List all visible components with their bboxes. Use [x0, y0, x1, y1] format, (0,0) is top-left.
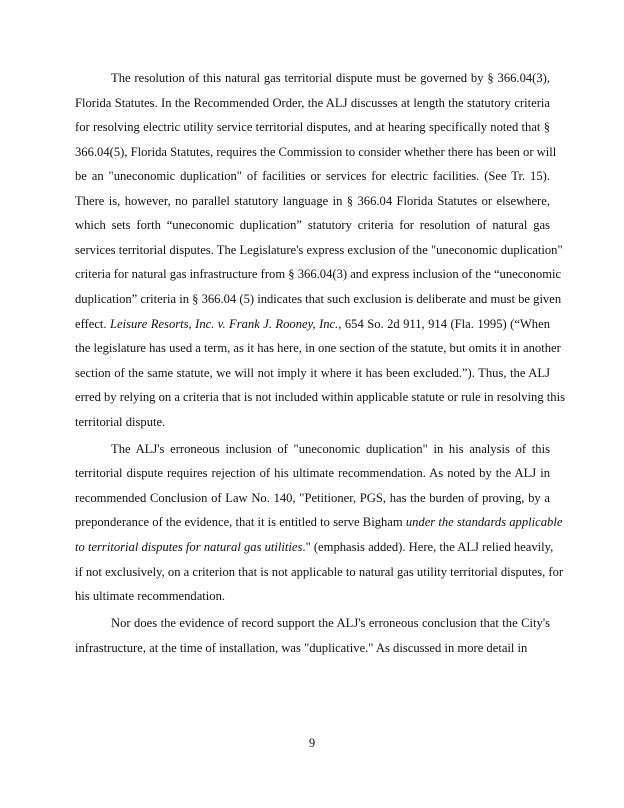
text-span: ." (emphasis added). Here, the ALJ relied heavily,: [302, 539, 554, 554]
text-span: , 654 So. 2d 911, 914 (Fla. 1995) (“When: [338, 316, 550, 331]
text-line: [75, 242, 563, 258]
text-line: [75, 490, 550, 506]
text-span: if not exclusively, on a criterion that is not applicable to natural gas utility territorial disputes, for: [75, 564, 564, 579]
text-span: Florida Statutes. In the Recommended Order, the ALJ discusses at length the statutory criteria: [75, 95, 550, 110]
text-line: [75, 640, 550, 656]
text-span: infrastructure, at the time of installation, was "duplicative." As discussed in more detail in: [75, 640, 528, 655]
text-line: [75, 340, 561, 356]
text-line: [75, 588, 550, 604]
text-span: There is, however, no parallel statutory language in § 366.04 Florida Statutes or elsewhere,: [75, 193, 550, 208]
text-line: [75, 414, 550, 430]
text-line: [111, 441, 550, 457]
text-span: Nor does the evidence of record support the ALJ's erroneous conclusion that the City's: [111, 616, 550, 631]
text-span: his ultimate recommendation.: [75, 589, 226, 604]
text-line: [75, 316, 550, 332]
text-line: [75, 193, 550, 209]
text-line: [75, 539, 554, 555]
text-line: [111, 615, 550, 631]
text-line: [111, 70, 550, 86]
text-line: [75, 95, 550, 111]
text-span: effect.: [75, 316, 111, 331]
text-line: [75, 514, 563, 530]
text-line: [75, 168, 550, 184]
text-span: 366.04(5), Florida Statutes, requires the Commission to consider whether there has been or will: [75, 144, 557, 159]
text-span: for resolving electric utility service territorial disputes, and at hearing specifically noted that §: [75, 120, 550, 135]
text-line: [75, 465, 550, 481]
text-line: [75, 564, 564, 580]
text-span: preponderance of the evidence, that it is entitled to serve Bigham: [75, 515, 406, 530]
text-line: [75, 266, 562, 282]
text-span: The resolution of this natural gas territorial dispute must be governed by § 366.04(3),: [111, 71, 550, 85]
text-span: duplication” criteria in § 366.04 (5) indicates that such exclusion is deliberate and must be given: [75, 291, 562, 306]
text-span: erred by relying on a criteria that is not included within applicable statute or rule in resolving this: [75, 390, 565, 405]
text-span: territorial dispute.: [75, 414, 166, 429]
italic-text: under the standards applicable: [405, 515, 563, 530]
text-span: be an "uneconomic duplication" of facilities or services for electric facilities. (See Tr. 15).: [75, 169, 550, 184]
text-span: recommended Conclusion of Law No. 140, "Petitioner, PGS, has the burden of proving, by a: [75, 490, 550, 505]
text-line: [75, 291, 562, 307]
text-line: [75, 217, 550, 233]
text-line: [75, 389, 565, 405]
italic-text: Leisure Resorts, Inc. v. Frank J. Rooney, Inc.: [110, 316, 339, 331]
text-line: [75, 365, 550, 381]
text-line: [75, 144, 557, 160]
text-span: the legislature has used a term, as it has here, in one section of the statute, but omits it in another: [75, 341, 561, 356]
italic-text: to territorial disputes for natural gas utilities: [75, 539, 303, 554]
text-span: which sets forth “uneconomic duplication” statutory criteria for resolution of natural gas: [75, 218, 550, 233]
text-span: section of the same statute, we will not imply it where it has been excluded.”). Thus, the ALJ: [75, 365, 550, 380]
text-span: criteria for natural gas infrastructure from § 366.04(3) and express inclusion of the “uneconomic: [75, 267, 562, 282]
text-line: [75, 119, 550, 135]
page-number: 9: [308, 736, 316, 750]
text-span: The ALJ's erroneous inclusion of "uneconomic duplication" in his analysis of this: [111, 441, 550, 456]
text-span: territorial dispute requires rejection of his ultimate recommendation. As noted by the ALJ in: [75, 466, 550, 481]
text-span: services territorial disputes. The Legislature's express exclusion of the "uneconomic duplication": [75, 242, 563, 257]
